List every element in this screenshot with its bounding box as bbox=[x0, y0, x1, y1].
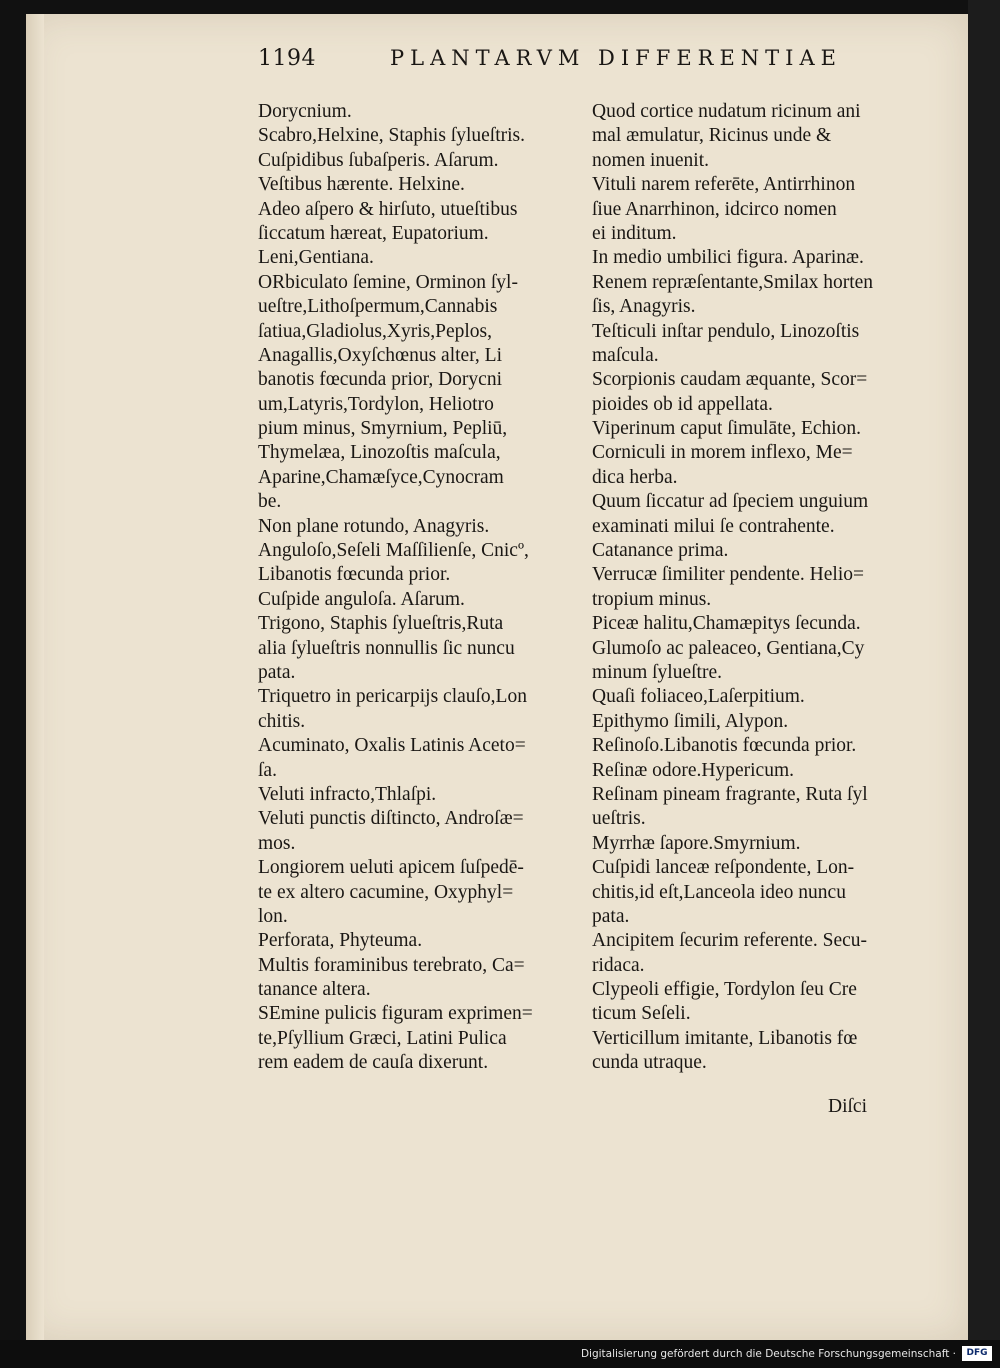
text-line: nomen inuenit. bbox=[592, 149, 709, 171]
text-line: ueſtre,Lithoſpermum,Cannabis bbox=[258, 296, 498, 318]
funding-credit: Digitalisierung gefördert durch die Deutsche Forschungsgemeinschaft · bbox=[580, 1348, 956, 1360]
text-line: mal æmulatur, Ricinus unde & bbox=[592, 125, 832, 147]
text-line: Cuſpidibus ſubaſperis. Aſarum. bbox=[258, 149, 499, 171]
text-line: ticum Seſeli. bbox=[592, 1003, 691, 1025]
text-line: Dorycnium. bbox=[258, 101, 352, 122]
text-line: Epithymo ſimili, Alypon. bbox=[592, 710, 789, 732]
text-line: ſiccatum hæreat, Eupatorium. bbox=[258, 222, 489, 244]
text-line: pium minus, Smyrnium, Pepliū, bbox=[258, 418, 508, 440]
text-line: ridaca. bbox=[592, 954, 645, 976]
text-line: ſa. bbox=[258, 759, 277, 781]
page-header bbox=[258, 46, 898, 86]
text-line: Adeo aſpero & hirſuto, utueſtibus bbox=[258, 198, 518, 220]
text-line: Perforata, Phyteuma. bbox=[258, 930, 423, 952]
text-line: Aparine,Chamæſyce,Cynocram bbox=[258, 466, 504, 488]
text-line: Longiorem ueluti apicem ſuſpedē- bbox=[258, 857, 524, 879]
text-line: Reſinam pineam fragrante, Ruta ſyl bbox=[592, 783, 868, 805]
text-line: lon. bbox=[258, 905, 288, 927]
text-line: Anagallis,Oxyſchœnus alter, Li bbox=[258, 344, 502, 366]
text-line: Triquetro in pericarpijs clauſo,Lon bbox=[258, 686, 527, 708]
text-line: Veluti punctis diſtincto, Androſæ= bbox=[258, 808, 524, 830]
text-line: Reſinæ odore.Hypericum. bbox=[592, 759, 794, 781]
text-line: Non plane rotundo, Anagyris. bbox=[258, 515, 490, 537]
text-line: Glumoſo ac paleaceo, Gentiana,Cy bbox=[592, 637, 865, 659]
text-line: alia ſylueſtris nonnullis ſic nuncu bbox=[258, 637, 515, 659]
text-line: ſatiua,Gladiolus,Xyris,Peplos, bbox=[258, 320, 492, 342]
text-line: maſcula. bbox=[592, 344, 659, 366]
text-line: minum ſylueſtre. bbox=[592, 661, 722, 683]
text-line: In medio umbilici figura. Aparinæ. bbox=[592, 247, 864, 269]
text-line: mos. bbox=[258, 832, 296, 854]
text-line: Catanance prima. bbox=[592, 540, 729, 562]
text-line: te ex altero cacumine, Oxyphyl= bbox=[258, 881, 514, 903]
text-line: Myrrhæ ſapore.Smyrnium. bbox=[592, 832, 801, 854]
text-line: ſis, Anagyris. bbox=[592, 296, 696, 318]
text-line: Viperinum caput ſimulāte, Echion. bbox=[592, 418, 862, 440]
running-title: PLANTARVM DIFFERENTIAE bbox=[390, 46, 842, 70]
text-line: Ancipitem ſecurim referente. Secu- bbox=[592, 930, 868, 952]
text-line: te,Pſyllium Græci, Latini Pulica bbox=[258, 1027, 507, 1049]
text-line: Cuſpide anguloſa. Aſarum. bbox=[258, 588, 465, 610]
text-line: rem eadem de cauſa dixerunt. bbox=[258, 1052, 489, 1074]
text-line: Reſinoſo.Libanotis fœcunda prior. bbox=[592, 735, 857, 757]
text-line: um,Latyris,Tordylon, Heliotro bbox=[258, 393, 494, 415]
digitization-footer bbox=[0, 1340, 1000, 1368]
text-line: banotis fœcunda prior, Dorycni bbox=[258, 369, 502, 391]
text-line: Leni,Gentiana. bbox=[258, 247, 374, 269]
text-line: dica herba. bbox=[592, 466, 678, 488]
text-line: ORbiculato ſemine, Orminon ſyl- bbox=[258, 271, 518, 293]
catchword: Diſci bbox=[828, 1096, 867, 1117]
text-line: Thymelæa, Linozoſtis maſcula, bbox=[258, 442, 501, 464]
text-line: tropium minus. bbox=[592, 588, 712, 610]
text-line: Piceæ halitu,Chamæpitys ſecunda. bbox=[592, 613, 861, 635]
text-line: Cuſpidi lanceæ reſpondente, Lon- bbox=[592, 857, 855, 879]
text-line: Teſticuli inſtar pendulo, Linozoſtis bbox=[592, 320, 860, 342]
text-line: pata. bbox=[592, 905, 630, 927]
text-line: Veluti infracto,Thlaſpi. bbox=[258, 783, 437, 805]
text-line: examinati milui ſe contrahente. bbox=[592, 515, 835, 537]
text-line: Scabro,Helxine, Staphis ſylueſtris. bbox=[258, 125, 526, 147]
text-line: Quod cortice nudatum ricinum ani bbox=[592, 101, 861, 122]
text-line: ueſtris. bbox=[592, 808, 646, 830]
page-inner-margin bbox=[26, 14, 44, 1340]
text-line: pata. bbox=[258, 661, 296, 683]
text-line: Renem repræſentante,Smilax horten bbox=[592, 271, 874, 293]
text-line: Anguloſo,Seſeli Maſſilienſe, Cnicº, bbox=[258, 540, 529, 562]
text-line: be. bbox=[258, 491, 282, 513]
text-line: Libanotis fœcunda prior. bbox=[258, 564, 451, 586]
right-text-column bbox=[592, 100, 942, 1076]
text-line: Veſtibus hærente. Helxine. bbox=[258, 174, 465, 196]
text-line: ei inditum. bbox=[592, 222, 677, 244]
text-line: cunda utraque. bbox=[592, 1052, 707, 1074]
text-line: Verrucæ ſimiliter pendente. Helio= bbox=[592, 564, 865, 586]
dfg-logo-icon: DFG bbox=[962, 1346, 992, 1361]
text-line: Quum ſiccatur ad ſpeciem unguium bbox=[592, 491, 869, 513]
text-line: Multis foraminibus terebrato, Ca= bbox=[258, 954, 525, 976]
text-line: Scorpionis caudam æquante, Scor= bbox=[592, 369, 868, 391]
text-line: Quaſi foliaceo,Laſerpitium. bbox=[592, 686, 805, 708]
text-line: SEmine pulicis figuram exprimen= bbox=[258, 1003, 533, 1025]
text-line: Acuminato, Oxalis Latinis Aceto= bbox=[258, 735, 526, 757]
text-line: tanance altera. bbox=[258, 979, 371, 1001]
text-line: chitis,id eſt,Lanceola ideo nuncu bbox=[592, 881, 846, 903]
text-line: ſiue Anarrhinon, idcirco nomen bbox=[592, 198, 837, 220]
text-line: pioides ob id appellata. bbox=[592, 393, 773, 415]
text-line: Trigono, Staphis ſylueſtris,Ruta bbox=[258, 613, 504, 635]
text-line: Corniculi in morem inflexo, Me= bbox=[592, 442, 853, 464]
left-text-column bbox=[258, 100, 608, 1076]
text-line: Vituli narem referēte, Antirrhinon bbox=[592, 174, 856, 196]
page-number: 1194 bbox=[258, 46, 316, 71]
text-line: chitis. bbox=[258, 710, 306, 732]
text-line: Clypeoli effigie, Tordylon ſeu Cre bbox=[592, 979, 857, 1001]
scan-background bbox=[968, 0, 1000, 1340]
text-line: Verticillum imitante, Libanotis fœ bbox=[592, 1027, 858, 1049]
